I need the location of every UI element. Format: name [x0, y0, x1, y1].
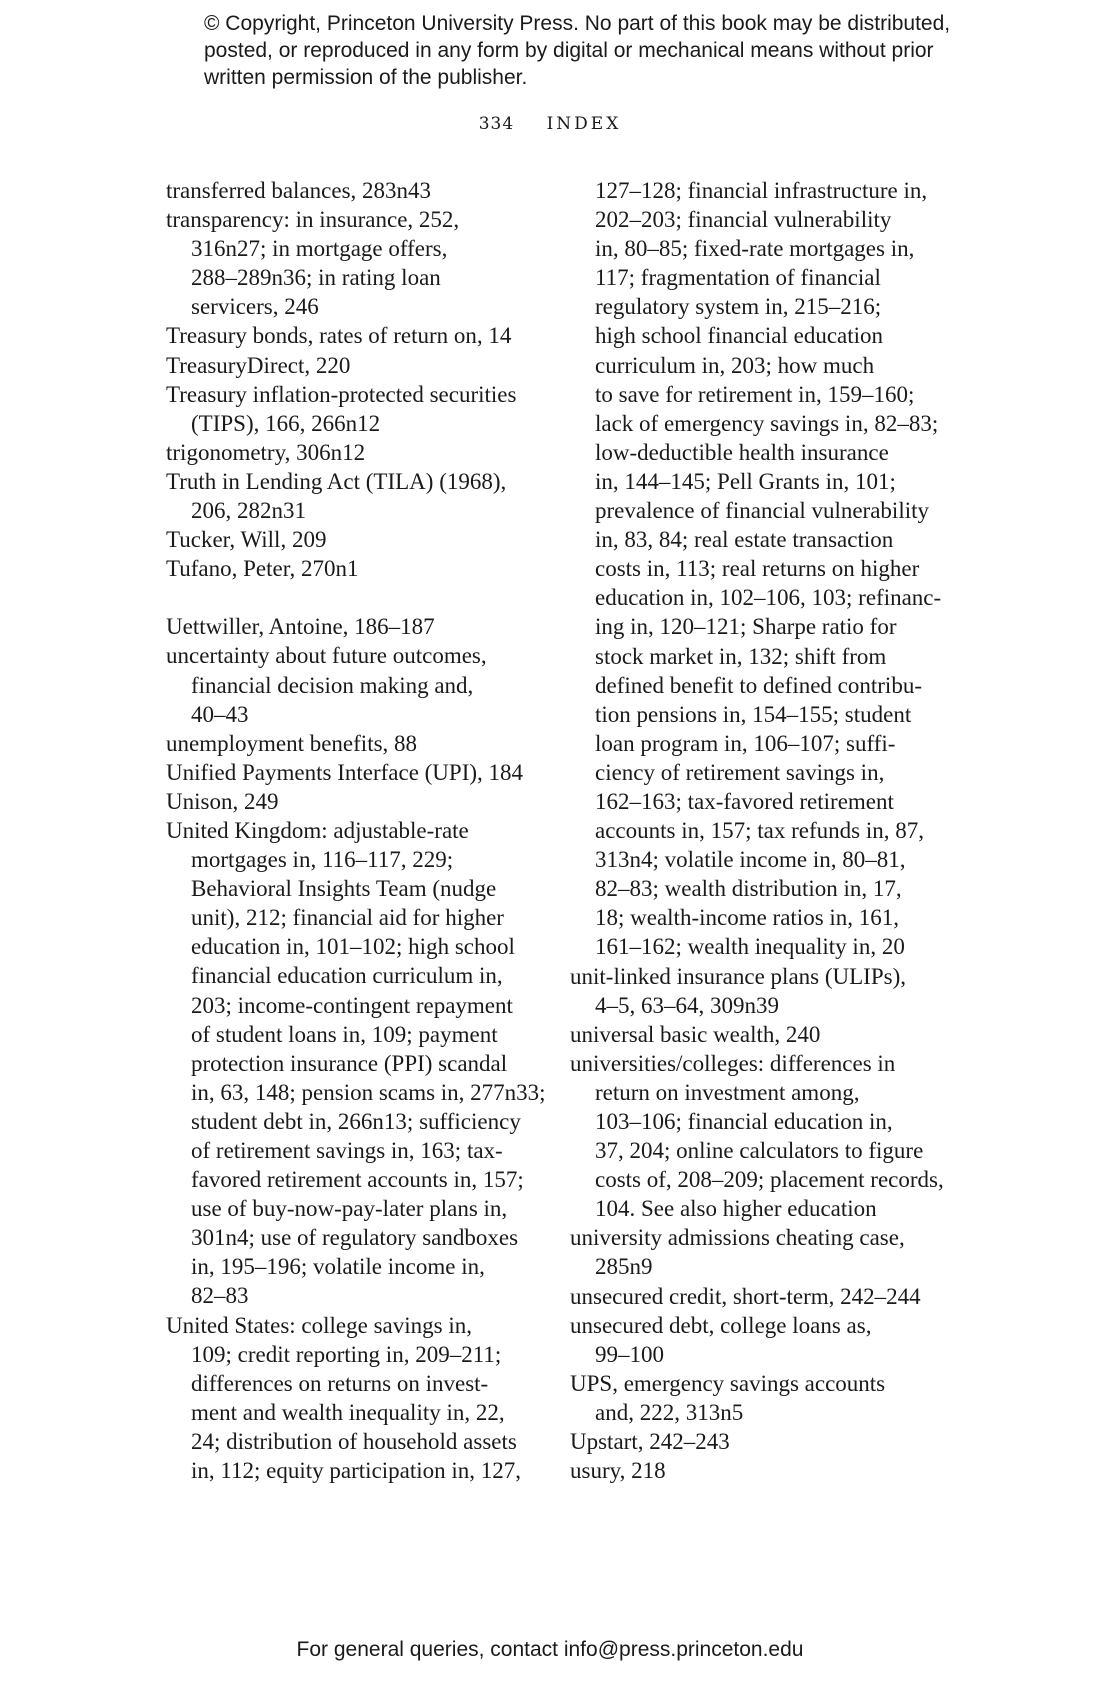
- index-entry-line: 40–43: [191, 701, 249, 727]
- index-entry-line: TreasuryDirect, 220: [166, 352, 351, 378]
- index-entry: [166, 438, 546, 467]
- index-entry-line: mortgages in, 116–117, 229;: [191, 847, 454, 873]
- index-entry-line: in, 80–85; fixed-rate mortgages in,: [595, 236, 915, 262]
- index-entry: [570, 1369, 955, 1427]
- index-entry-line: ciency of retirement savings in,: [595, 759, 885, 785]
- index-entry-line: usury, 218: [570, 1458, 666, 1484]
- index-entry-line: to save for retirement in, 159–160;: [595, 381, 915, 407]
- index-entry-line: 82–83: [191, 1283, 249, 1309]
- index-entry-line: unit), 212; financial aid for higher: [191, 905, 504, 931]
- index-entry-line: 82–83; wealth distribution in, 17,: [595, 876, 902, 902]
- index-entry-line: of student loans in, 109; payment: [191, 1021, 498, 1047]
- index-entry-line: Treasury inflation-protected securities: [166, 381, 517, 407]
- index-entry-line: Unified Payments Interface (UPI), 184: [166, 759, 524, 785]
- index-entry-line: costs in, 113; real returns on higher: [595, 556, 920, 582]
- index-entry: [166, 380, 546, 438]
- index-entry-line: 203; income-contingent repayment: [191, 992, 513, 1018]
- running-head: [0, 114, 1100, 134]
- footer-contact: For general queries, contact info@press.princeton.edu: [296, 1638, 804, 1661]
- index-entry-line: Unison, 249: [166, 788, 279, 814]
- index-entry-line: ing in, 120–121; Sharpe ratio for: [595, 614, 897, 640]
- index-entry-line: universities/colleges: differences in: [570, 1050, 896, 1076]
- index-entry: [570, 1311, 955, 1369]
- index-entry-line: in, 144–145; Pell Grants in, 101;: [595, 468, 896, 494]
- index-entry-line: 301n4; use of regulatory sandboxes: [191, 1225, 519, 1251]
- index-entry-line: 103–106; financial education in,: [595, 1109, 893, 1134]
- copyright-notice: © Copyright, Princeton University Press. No part of this book may be distributed, posted, or reproduced in any form by digital or mechanical means without prior written permission of the publisher.: [204, 12, 951, 89]
- index-entry-line: 18; wealth-income ratios in, 161,: [595, 905, 900, 931]
- index-entry-line: transparency: in insurance, 252,: [166, 207, 460, 233]
- index-entry-line: financial decision making and,: [191, 672, 474, 698]
- index-entry-line: in, 112; equity participation in, 127,: [191, 1458, 522, 1484]
- index-entry-line: 117; fragmentation of financial: [595, 265, 881, 291]
- index-entry: [166, 729, 546, 758]
- index-entry-line: 24; distribution of household assets: [191, 1428, 517, 1454]
- index-entry-line: of retirement savings in, 163; tax-: [191, 1138, 503, 1163]
- letter-group-gap: [166, 583, 546, 612]
- index-entry-line: 313n4; volatile income in, 80–81,: [595, 847, 906, 873]
- index-entry-line: Tucker, Will, 209: [166, 527, 327, 553]
- index-entry-line: university admissions cheating case,: [570, 1225, 905, 1251]
- index-entry: [166, 787, 546, 816]
- index-column-right: [570, 176, 955, 1485]
- index-entry-line: 99–100: [595, 1341, 664, 1367]
- index-column-left: [166, 176, 546, 1485]
- index-entry-line: Tufano, Peter, 270n1: [166, 556, 359, 582]
- index-entry: [166, 525, 546, 554]
- index-entry-line: (TIPS), 166, 266n12: [191, 410, 381, 436]
- index-entry-line: protection insurance (PPI) scandal: [191, 1050, 508, 1076]
- index-entry-line: servicers, 246: [191, 294, 319, 320]
- index-entry-line: costs of, 208–209; placement records,: [595, 1167, 944, 1193]
- index-entry: [570, 1282, 955, 1311]
- index-entry-line: Behavioral Insights Team (nudge: [191, 876, 497, 902]
- index-entry-line: unit-linked insurance plans (ULIPs),: [570, 963, 906, 989]
- index-entry-line: curriculum in, 203; how much: [595, 352, 875, 378]
- index-entry-line: high school financial education: [595, 323, 884, 349]
- index-entry: [166, 1311, 546, 1486]
- index-entry-line: unemployment benefits, 88: [166, 730, 418, 756]
- index-entry-line: low-deductible health insurance: [595, 439, 889, 465]
- index-entry-line: 162–163; tax-favored retirement: [595, 788, 894, 814]
- index-entry-line: defined benefit to defined contribu-: [595, 672, 922, 698]
- index-entry: [570, 1456, 955, 1485]
- index-entry-line: Truth in Lending Act (TILA) (1968),: [166, 468, 507, 494]
- index-entry-line: 288–289n36; in rating loan: [191, 265, 441, 291]
- index-entry: [166, 351, 546, 380]
- index-entry: [570, 1020, 955, 1049]
- index-entry: [570, 1049, 955, 1224]
- index-entry-continuation: [570, 176, 955, 962]
- index-entry: [166, 816, 546, 1311]
- index-entry-line: universal basic wealth, 240: [570, 1021, 821, 1047]
- index-entry-line: 316n27; in mortgage offers,: [191, 236, 448, 262]
- index-entry-line: differences on returns on invest-: [191, 1370, 489, 1396]
- index-entry-line: United Kingdom: adjustable-rate: [166, 817, 469, 843]
- index-entry-line: education in, 101–102; high school: [191, 934, 515, 960]
- index-entry-line: return on investment among,: [595, 1079, 860, 1105]
- index-entry-line: UPS, emergency savings accounts: [570, 1370, 886, 1396]
- index-entry-line: unsecured credit, short-term, 242–244: [570, 1283, 921, 1309]
- index-entry: [166, 554, 546, 583]
- index-entry-line: in, 63, 148; pension scams in, 277n33;: [191, 1079, 546, 1105]
- index-entry: [166, 758, 546, 787]
- index-entry-line: 202–203; financial vulnerability: [595, 207, 892, 233]
- index-entry-line: 161–162; wealth inequality in, 20: [595, 934, 905, 960]
- index-entry-line: loan program in, 106–107; suffi-: [595, 730, 896, 756]
- index-entry: [166, 176, 546, 205]
- index-entry-line: 127–128; financial infrastructure in,: [595, 178, 928, 203]
- index-entry-line: favored retirement accounts in, 157;: [191, 1167, 524, 1193]
- index-entry: [166, 641, 546, 728]
- index-entry-line: accounts in, 157; tax refunds in, 87,: [595, 818, 924, 844]
- index-entry: [570, 1223, 955, 1281]
- index-entry-line: Uettwiller, Antoine, 186–187: [166, 614, 435, 640]
- index-entry: [166, 612, 546, 641]
- index-entry-line: trigonometry, 306n12: [166, 439, 366, 465]
- index-entry: [166, 205, 546, 321]
- index-entry: [570, 1427, 955, 1456]
- index-entry-line: ment and wealth inequality in, 22,: [191, 1399, 505, 1425]
- index-entry-line: regulatory system in, 215–216;: [595, 294, 882, 320]
- index-entry-line: 4–5, 63–64, 309n39: [595, 992, 779, 1018]
- index-entry-line: lack of emergency savings in, 82–83;: [595, 410, 939, 436]
- index-entry-line: in, 195–196; volatile income in,: [191, 1254, 485, 1280]
- index-entry: [166, 321, 546, 350]
- index-entry-line: education in, 102–106, 103; refinanc-: [595, 585, 942, 611]
- index-entry-line: 109; credit reporting in, 209–211;: [191, 1341, 502, 1367]
- index-entry-line: transferred balances, 283n43: [166, 178, 432, 203]
- index-entry-line: unsecured debt, college loans as,: [570, 1312, 872, 1338]
- index-entry-line: financial education curriculum in,: [191, 963, 503, 989]
- index-entry: [166, 467, 546, 525]
- index-entry-line: tion pensions in, 154–155; student: [595, 701, 912, 727]
- index-entry-line: 37, 204; online calculators to figure: [595, 1138, 924, 1164]
- index-entry-line: Treasury bonds, rates of return on, 14: [166, 323, 512, 349]
- index-entry-line: and, 222, 313n5: [595, 1399, 744, 1425]
- index-entry-line: use of buy-now-pay-later plans in,: [191, 1196, 508, 1222]
- index-entry-line: stock market in, 132; shift from: [595, 643, 887, 669]
- index-entry: [570, 962, 955, 1020]
- index-entry-line: 206, 282n31: [191, 498, 306, 524]
- index-entry-line: student debt in, 266n13; sufficiency: [191, 1108, 521, 1134]
- page-number: 334: [478, 114, 515, 134]
- index-entry-line: 285n9: [595, 1254, 653, 1280]
- index-entry-line: in, 83, 84; real estate transaction: [595, 527, 894, 553]
- index-entry-line: United States: college savings in,: [166, 1312, 472, 1338]
- index-entry-line: Upstart, 242–243: [570, 1429, 730, 1455]
- index-entry-line: uncertainty about future outcomes,: [166, 643, 487, 669]
- index-entry-line: prevalence of financial vulnerability: [595, 498, 929, 524]
- section-title: INDEX: [546, 114, 622, 134]
- index-entry-line: 104. See also higher education: [595, 1196, 877, 1222]
